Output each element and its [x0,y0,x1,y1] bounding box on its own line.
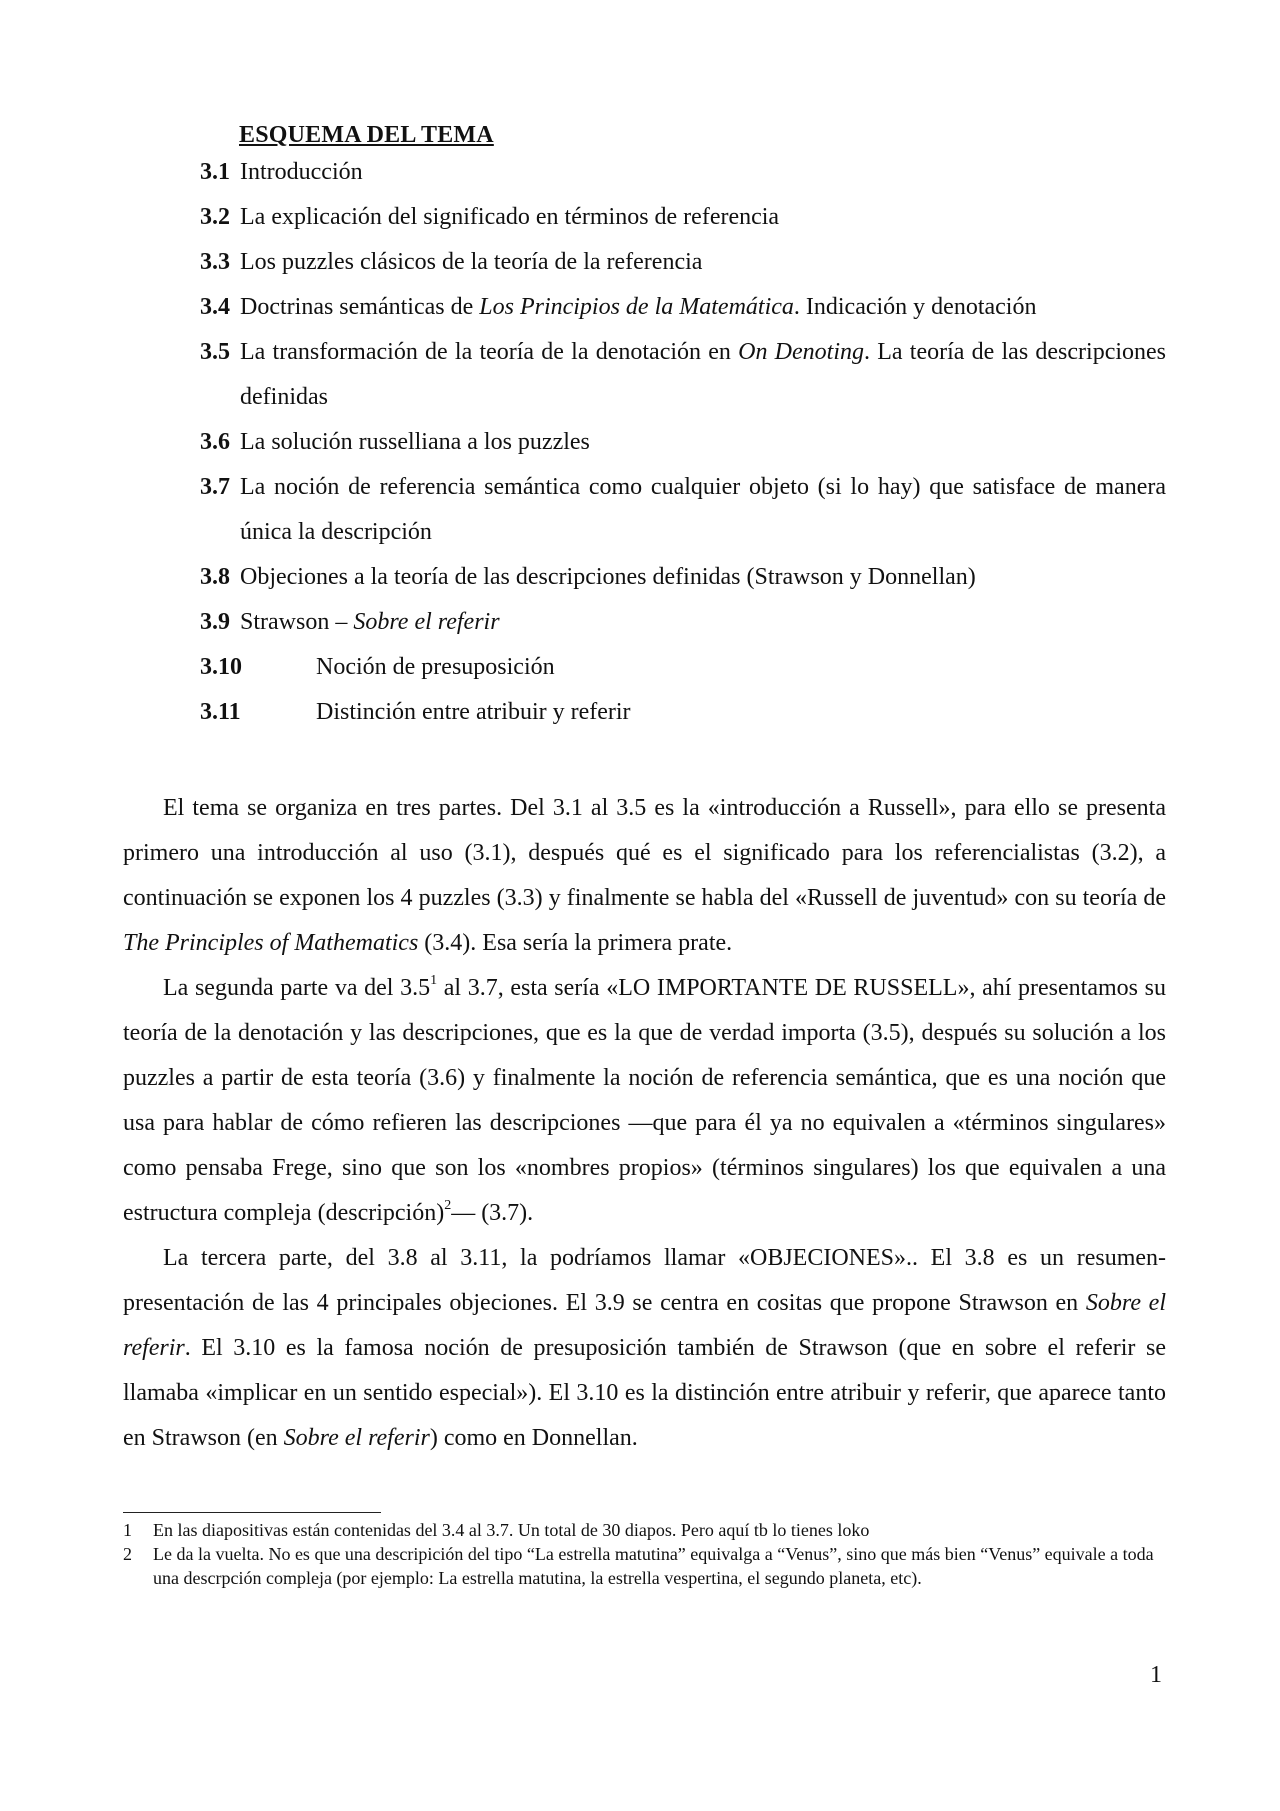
paragraph-text: (3.4). Esa sería la primera prate. [418,930,733,956]
outline-item-text: Los puzzles clásicos de la teoría de la referencia [240,249,703,275]
paragraph-text: — (3.7). [451,1200,534,1226]
work-title: Sobre el referir [353,609,500,635]
outline-item [200,600,1166,645]
outline-item-text: Noción de presuposición [316,654,555,680]
outline-item-number: 3.9 [200,609,230,635]
outline-item-text [240,330,1166,420]
outline-list [200,150,1166,735]
outline-item-number: 3.11 [200,699,241,725]
paragraph-text: . El 3.10 es la famosa noción de presuposición también de Strawson (que en sobre el referir se llamaba «implicar en un sentido especial»). El 3.10 es la distinción entre atribuir y referir, que aparece tanto en Strawson (en [123,1335,1166,1451]
outline-item-number: 3.2 [200,204,230,230]
footnote [123,1518,1166,1542]
work-title: Sobre el referir [283,1425,430,1451]
outline-item-number: 3.7 [200,474,230,500]
outline-item-text-post: . Indicación y denotación [793,294,1037,320]
outline-item-text: La explicación del significado en términos de referencia [240,204,780,230]
footnote-number: 2 [123,1544,132,1564]
footnote-separator [123,1512,381,1513]
outline-item [200,240,1166,285]
paragraph-first-part [123,786,1166,966]
outline-item [200,645,1166,690]
outline-item [200,420,1166,465]
page-number: 1 [1150,1662,1162,1688]
outline-item [200,285,1166,330]
outline-item-text [240,285,1166,330]
outline-item [200,330,1166,420]
paragraph-text: El tema se organiza en tres partes. Del 3.1 al 3.5 es la «introducción a Russell», para ello se presenta primero una introducción al uso (3.1), después qué es el significado para los referencialistas (3.2), a continuación se exponen los 4 puzzles (3.3) y finalmente se habla del «Russell de juventud» con su teoría de [123,795,1166,911]
outline-item-text: La solución russelliana a los puzzles [240,429,590,455]
outline-item [200,555,1166,600]
footnote-ref-1[interactable]: 1 [430,973,438,988]
footnotes [123,1518,1166,1590]
outline-item [200,690,1166,735]
paragraph-text: La segunda parte va del 3.5 [163,975,431,1001]
footnote-text: En las diapositivas están contenidas del 3.4 al 3.7. Un total de 30 diapos. Pero aquí tb lo tienes loko [153,1520,870,1540]
outline-item-number: 3.4 [200,294,230,320]
outline-item-number: 3.8 [200,564,230,590]
outline-item-text-post: . La teoría de las descripciones definidas [240,339,1167,410]
paragraph-text: al 3.7, esta sería «LO IMPORTANTE DE RUSSELL», ahí presentamos su teoría de la denotación y las descripciones, que es la que de verdad importa (3.5), después su solución a los puzzles a partir de esta teoría (3.6) y finalmente la noción de referencia semántica, que es una noción que usa para hablar de cómo refieren las descripciones —que para él ya no equivalen a «términos singulares» como pensaba Frege, sino que son los «nombres propios» (términos singulares) los que equivalen a una estructura compleja (descripción) [123,975,1166,1226]
outline-item-text-pre: Doctrinas semánticas de [240,294,480,320]
outline-item-text [240,600,1166,645]
paragraph-second-part [123,966,1166,1236]
book-title: The Principles of Mathematics [123,930,419,956]
outline-item-text-pre: Strawson – [240,609,354,635]
outline-item-text: Distinción entre atribuir y referir [316,699,631,725]
outline-item-number: 3.1 [200,159,230,185]
work-title: On Denoting [738,339,865,365]
footnote-text: Le da la vuelta. No es que una descripición del tipo “La estrella matutina” equivalga a “Venus”, sino que más bien “Venus” equivale a toda una descrpción compleja (por ejemplo: La estrella matutina, la estrella vespertina, el segundo planeta, etc). [153,1544,1154,1588]
footnote-ref-2[interactable]: 2 [444,1198,452,1213]
outline-item-text: Objeciones a la teoría de las descripciones definidas (Strawson y Donnellan) [240,564,976,590]
outline-item-number: 3.5 [200,339,230,365]
outline-item-number: 3.3 [200,249,230,275]
work-title: Sobre el referir [123,1290,1166,1361]
outline-item-text: Introducción [240,159,363,185]
paragraph-text: La tercera parte, del 3.8 al 3.11, la podríamos llamar «OBJECIONES».. El 3.8 es un resumen-presentación de las 4 principales objeciones. El 3.9 se centra en cositas que propone Strawson en [123,1245,1166,1316]
book-title: Los Principios de la Matemática [479,294,794,320]
outline-item-number: 3.6 [200,429,230,455]
outline-heading: ESQUEMA DEL TEMA [239,122,494,148]
body-text [123,786,1166,1461]
outline-item-text: La noción de referencia semántica como cualquier objeto (si lo hay) que satisface de manera única la descripción [240,474,1166,545]
outline-item [200,195,1166,240]
paragraph-third-part [123,1236,1166,1461]
outline-item [200,465,1166,555]
footnote-number: 1 [123,1520,132,1540]
paragraph-text: ) como en Donnellan. [429,1425,638,1451]
outline-item-number: 3.10 [200,654,242,680]
footnote [123,1542,1166,1590]
outline-item-text-pre: La transformación de la teoría de la denotación en [240,339,739,365]
outline-item [200,150,1166,195]
